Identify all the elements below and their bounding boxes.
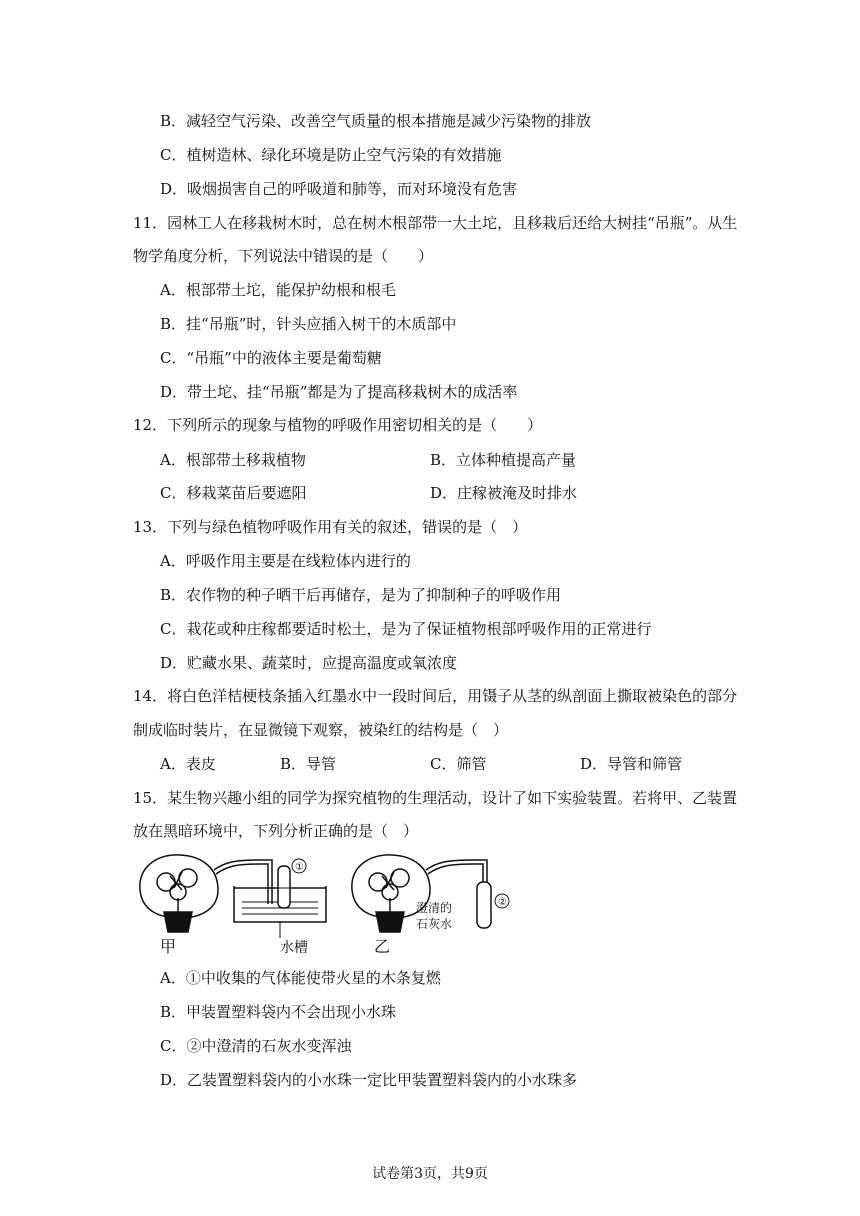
q11-option-d: D．带土坨、挂“吊瓶”都是为了提高移栽树木的成活率 [160,383,518,401]
q12-stem: 12．下列所示的现象与植物的呼吸作用密切相关的是（ ） [133,416,543,434]
q12-option-c: C．移栽菜苗后要遮阳 [160,484,307,502]
q15-option-b: B．甲装置塑料袋内不会出现小水珠 [160,1003,397,1021]
q13-option-c: C．栽花或种庄稼都要适时松土，是为了保证植物根部呼吸作用的正常进行 [160,620,652,638]
q10-option-b: B．减轻空气污染、改善空气质量的根本措施是减少污染物的排放 [160,112,592,130]
label-tank: 水槽 [280,940,308,956]
q15-option-c: C．②中澄清的石灰水变浑浊 [160,1037,352,1055]
q14-stem-line1: 14．将白色洋桔梗枝条插入红墨水中一段时间后，用镊子从茎的纵剖面上撕取被染色的部分 [133,687,738,705]
q13-stem: 13．下列与绿色植物呼吸作用有关的叙述，错误的是（ ） [133,518,528,536]
q14-option-b: B．导管 [280,755,337,773]
q10-option-d: D．吸烟损害自己的呼吸道和肺等，而对环境没有危害 [160,180,518,198]
q11-stem-line1: 11．园林工人在移栽树木时，总在树木根部带一大土坨，且移栽后还给大树挂“吊瓶”。从生 [133,214,738,232]
q10-option-c: C．植树造林、绿化环境是防止空气污染的有效措施 [160,146,502,164]
q13-option-a: A．呼吸作用主要是在线粒体内进行的 [160,552,411,570]
label-1: ① [295,862,304,873]
label-yi: 乙 [374,937,391,956]
q14-stem-line2: 制成临时装片，在显微镜下观察，被染红的结构是（ ） [133,721,509,739]
q14-option-a: A．表皮 [160,755,216,773]
q14-option-c: C．筛管 [430,755,487,773]
q14-option-d: D．导管和筛管 [580,755,683,773]
q12-option-a: A．根部带土移栽植物 [160,451,306,469]
q15-option-a: A．①中收集的气体能使带火星的木条复燃 [160,969,441,987]
q13-option-b: B．农作物的种子晒干后再储存，是为了抑制种子的呼吸作用 [160,586,562,604]
q13-option-d: D．贮藏水果、蔬菜时，应提高温度或氧浓度 [160,654,458,672]
label-jia: 甲 [160,937,177,956]
label-2: ② [498,897,507,908]
experiment-figure [130,848,520,958]
label-limewater-line1: 澄清的 [416,901,453,915]
q15-stem-line2: 放在黑暗环境中，下列分析正确的是（ ） [133,822,419,840]
q11-stem-line2: 物学角度分析，下列说法中错误的是（ ） [133,247,434,265]
q11-option-a: A．根部带土坨，能保护幼根和根毛 [160,281,396,299]
label-limewater-line2: 石灰水 [416,917,453,931]
page-footer: 试卷第3页，共9页 [372,1166,488,1182]
q12-option-b: B．立体种植提高产量 [430,451,577,469]
q15-option-d: D．乙装置塑料袋内的小水珠一定比甲装置塑料袋内的小水珠多 [160,1071,578,1089]
q11-option-b: B．挂“吊瓶”时，针头应插入树干的木质部中 [160,315,457,333]
q15-stem-line1: 15．某生物兴趣小组的同学为探究植物的生理活动，设计了如下实验装置。若将甲、乙装置 [133,789,738,807]
q11-option-c: C．“吊瓶”中的液体主要是葡萄糖 [160,349,382,367]
q12-option-d: D．庄稼被淹及时排水 [430,484,578,502]
